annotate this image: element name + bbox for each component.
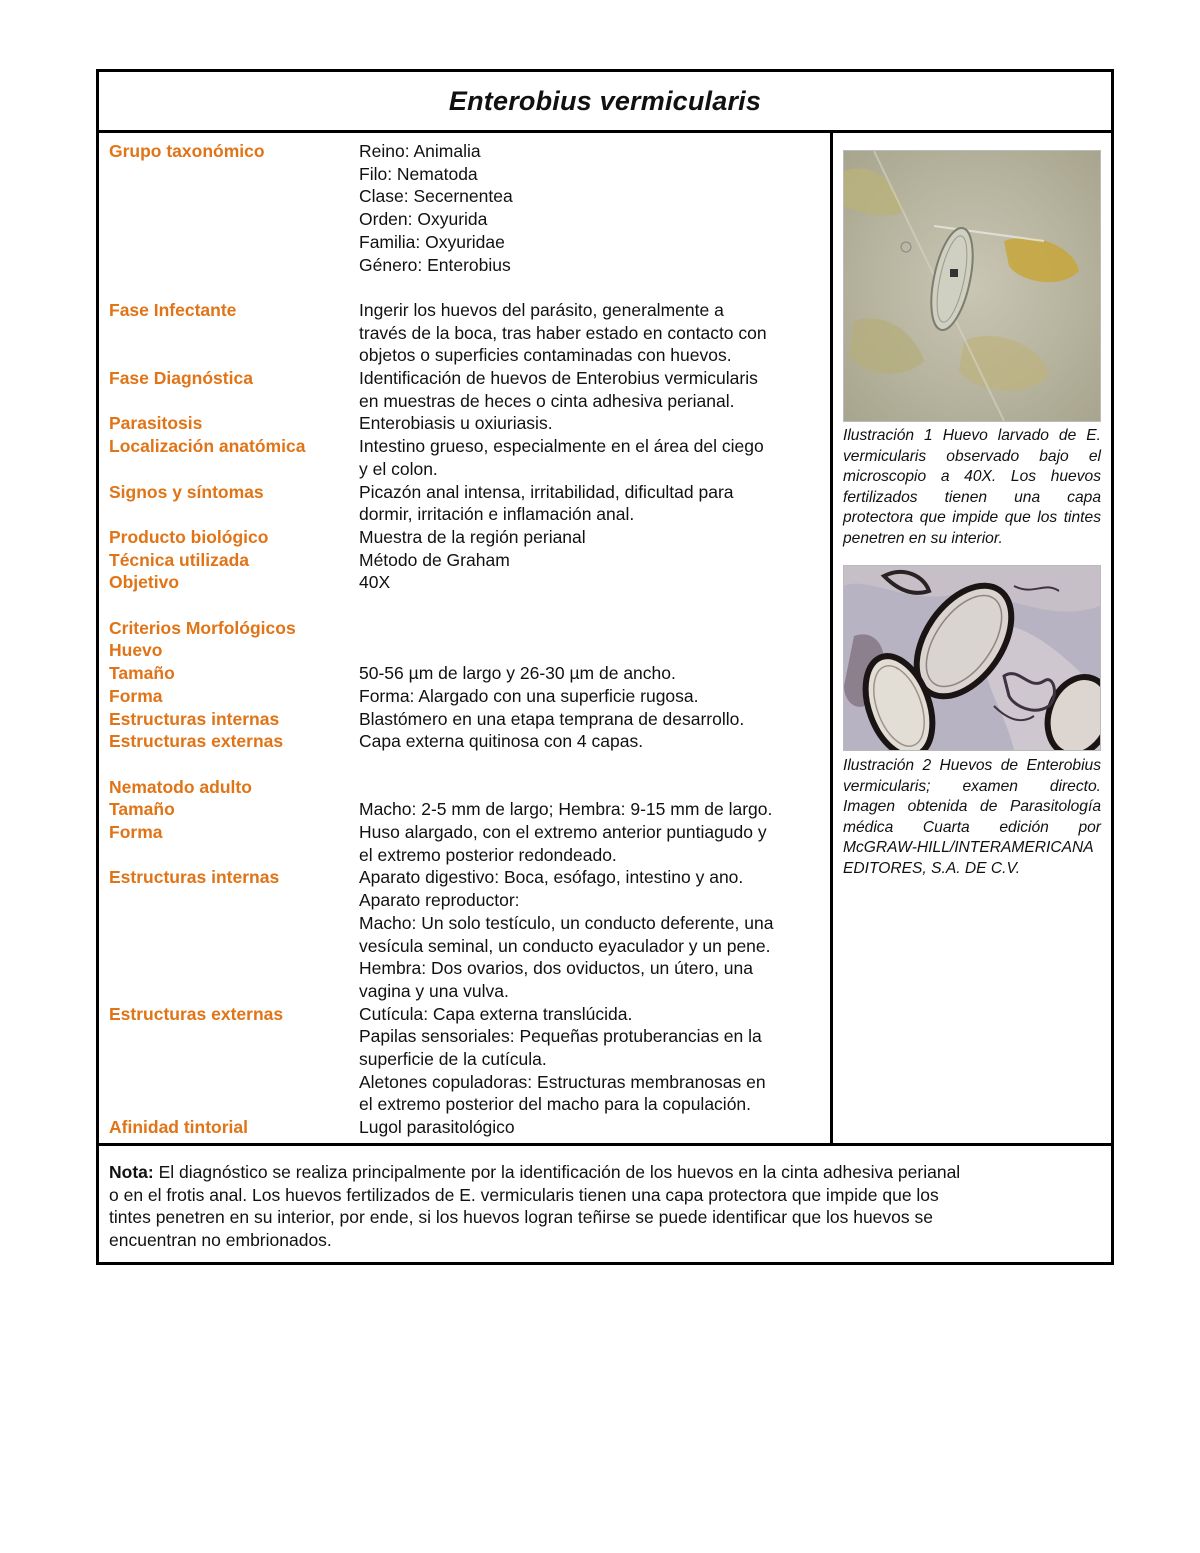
field-value [359, 617, 827, 640]
field-value [359, 140, 827, 276]
field-value-line: Reino: Animalia [359, 141, 481, 161]
field-row [109, 140, 829, 276]
field-value-line: Lugol parasitológico [359, 1117, 515, 1138]
field-value-line: Aparato digestivo: Boca, esófago, intestino y ano. [359, 867, 744, 888]
field-value [359, 662, 827, 685]
field-row [109, 617, 829, 640]
field-label: Localización anatómica [109, 436, 306, 457]
field-value-line: el extremo posterior del macho para la copulación. [359, 1094, 752, 1115]
field-value-line: través de la boca, tras haber estado en contacto con [359, 322, 767, 343]
field-value-line [359, 639, 827, 662]
parasite-fact-sheet [96, 69, 1114, 1265]
field-label: Huevo [109, 640, 163, 661]
field-value-line: Aletones copuladoras: Estructuras membranosas en [359, 1071, 766, 1092]
field-row [109, 571, 829, 594]
field-label: Afinidad tintorial [109, 1117, 249, 1138]
field-value-line: el extremo posterior redondeado. [359, 844, 617, 865]
field-row [109, 639, 829, 662]
field-value-line: Forma: Alargado con una superficie rugosa. [359, 685, 699, 706]
field-label: Criterios Morfológicos [109, 617, 296, 638]
field-label: Fase Infectante [109, 299, 237, 320]
field-value-line: Familia: Oxyuridae [359, 231, 505, 252]
field-value-line: Blastómero en una etapa temprana de desarrollo. [359, 708, 745, 729]
note-line [109, 1161, 1061, 1184]
field-value-line [359, 776, 827, 799]
field-row [109, 481, 829, 526]
note-paragraph [109, 1161, 1061, 1251]
field-value [359, 708, 827, 731]
field-value-line [359, 617, 827, 640]
field-label: Tamaño [109, 663, 175, 684]
field-value [359, 435, 827, 480]
field-value-line: vesícula seminal, un conducto eyaculador y un pene. [359, 935, 771, 956]
field-row [109, 866, 829, 1002]
field-value-line: Método de Graham [359, 549, 510, 570]
field-value-line: superficie de la cutícula. [359, 1049, 547, 1070]
fields-list [109, 140, 829, 1139]
field-label: Grupo taxonómico [109, 141, 265, 161]
field-label: Forma [109, 822, 163, 843]
field-label: Estructuras externas [109, 731, 284, 752]
field-value-line: objetos o superficies contaminadas con huevos. [359, 345, 732, 366]
main-row [99, 130, 1111, 1146]
field-value [359, 549, 827, 572]
field-value-line: Hembra: Dos ovarios, dos oviductos, un útero, una [359, 958, 753, 979]
field-value [359, 299, 827, 367]
field-value-line: dormir, irritación e inflamación anal. [359, 504, 635, 525]
field-label: Nematodo adulto [109, 776, 252, 797]
field-row [109, 412, 829, 435]
field-value [359, 639, 827, 662]
field-value [359, 481, 827, 526]
field-value-line: Ingerir los huevos del parásito, generalmente a [359, 299, 724, 320]
fields-column [99, 130, 833, 1143]
field-label: Producto biológico [109, 526, 269, 547]
field-label: Objetivo [109, 572, 180, 593]
note-label: Nota: [109, 1162, 154, 1182]
field-label: Forma [109, 685, 163, 706]
figure-2-caption: Ilustración 2 Huevos de Enterobius vermicularis; examen directo. Imagen obtenida de Parasitología médica Cuarta edición por McGRAW-HILL/INTERAMERICANA EDITORES, S.A. DE C.V. [843, 757, 1101, 877]
page-title: Enterobius vermicularis [448, 85, 762, 116]
field-label: Tamaño [109, 799, 175, 820]
figure-2-photo [843, 565, 1101, 751]
field-row [109, 549, 829, 572]
field-value-line: y el colon. [359, 458, 438, 479]
section-spacer [109, 276, 829, 299]
field-value-line: vagina y una vulva. [359, 980, 509, 1001]
field-value-line: Identificación de huevos de Enterobius vermicularis [359, 368, 758, 389]
note-line [109, 1206, 1061, 1229]
field-row [109, 526, 829, 549]
field-value [359, 821, 827, 866]
field-value [359, 526, 827, 549]
title-row [99, 72, 1111, 133]
field-value [359, 1116, 827, 1139]
field-value-line: 50-56 µm de largo y 26-30 µm de ancho. [359, 663, 676, 684]
field-label: Fase Diagnóstica [109, 368, 253, 389]
field-value-line: Macho: 2-5 mm de largo; Hembra: 9-15 mm de largo. [359, 799, 773, 820]
field-value-line: Clase: Secernentea [359, 186, 513, 207]
field-label: Técnica utilizada [109, 549, 250, 570]
field-row [109, 776, 829, 799]
field-value-line: Papilas sensoriales: Pequeñas protuberancias en la [359, 1026, 762, 1047]
field-row [109, 1003, 829, 1117]
field-row [109, 435, 829, 480]
field-value-line: en muestras de heces o cinta adhesiva perianal. [359, 390, 735, 411]
field-value-line: Muestra de la región perianal [359, 526, 586, 547]
field-row [109, 798, 829, 821]
field-label: Parasitosis [109, 413, 203, 434]
field-value-line: Intestino grueso, especialmente en el área del ciego [359, 436, 764, 457]
figures-column [833, 130, 1111, 1143]
egg-micrograph-1-image [844, 151, 1100, 421]
field-value-line: Capa externa quitinosa con 4 capas. [359, 731, 644, 752]
field-value-line: Filo: Nematoda [359, 163, 478, 184]
field-value-line: Cutícula: Capa externa translúcida. [359, 1003, 633, 1024]
field-value [359, 798, 827, 821]
field-row [109, 1116, 829, 1139]
field-value [359, 412, 827, 435]
note-text: o en el frotis anal. Los huevos fertilizados de E. vermicularis tienen una capa protectora que impide que los [109, 1184, 939, 1205]
field-row [109, 662, 829, 685]
field-value [359, 776, 827, 799]
note-row [99, 1143, 1111, 1262]
note-line [109, 1229, 1061, 1252]
field-value [359, 685, 827, 708]
field-label: Signos y síntomas [109, 481, 264, 502]
field-value [359, 730, 827, 753]
field-row [109, 708, 829, 731]
field-value-line: Aparato reproductor: [359, 890, 520, 911]
note-text: tintes penetren en su interior, por ende, si los huevos logran teñirse se puede identificar que los huevos se [109, 1207, 933, 1228]
field-value-line: Macho: Un solo testículo, un conducto deferente, una [359, 912, 774, 933]
field-label: Estructuras internas [109, 708, 280, 729]
field-value [359, 1003, 827, 1117]
field-row [109, 730, 829, 753]
field-value-line: 40X [359, 572, 391, 593]
field-label: Estructuras internas [109, 867, 280, 888]
field-value [359, 866, 827, 1002]
note-text: El diagnóstico se realiza principalmente por la identificación de los huevos en la cinta adhesiva perianal [158, 1162, 961, 1182]
egg-micrograph-2-image [844, 566, 1100, 750]
field-row [109, 821, 829, 866]
figure-1-photo [843, 150, 1101, 422]
field-label: Estructuras externas [109, 1003, 284, 1024]
field-row [109, 685, 829, 708]
field-value-line: Picazón anal intensa, irritabilidad, dificultad para [359, 481, 734, 502]
field-value-line: Huso alargado, con el extremo anterior puntiagudo y [359, 822, 767, 843]
field-value [359, 367, 827, 412]
field-row [109, 299, 829, 367]
field-value-line: Género: Enterobius [359, 254, 511, 275]
section-spacer [109, 753, 829, 776]
field-value-line: Enterobiasis u oxiuriasis. [359, 413, 553, 434]
field-row [109, 367, 829, 412]
note-text: encuentran no embrionados. [109, 1229, 332, 1250]
field-value [359, 571, 827, 594]
note-line [109, 1184, 1061, 1207]
section-spacer [109, 594, 829, 617]
field-value-line: Orden: Oxyurida [359, 209, 488, 230]
figure-1-caption: Ilustración 1 Huevo larvado de E. vermicularis observado bajo el microscopio a 40X. Los huevos fertilizados tienen una capa protectora que impide que los tintes penetren en su interior. [843, 427, 1101, 547]
